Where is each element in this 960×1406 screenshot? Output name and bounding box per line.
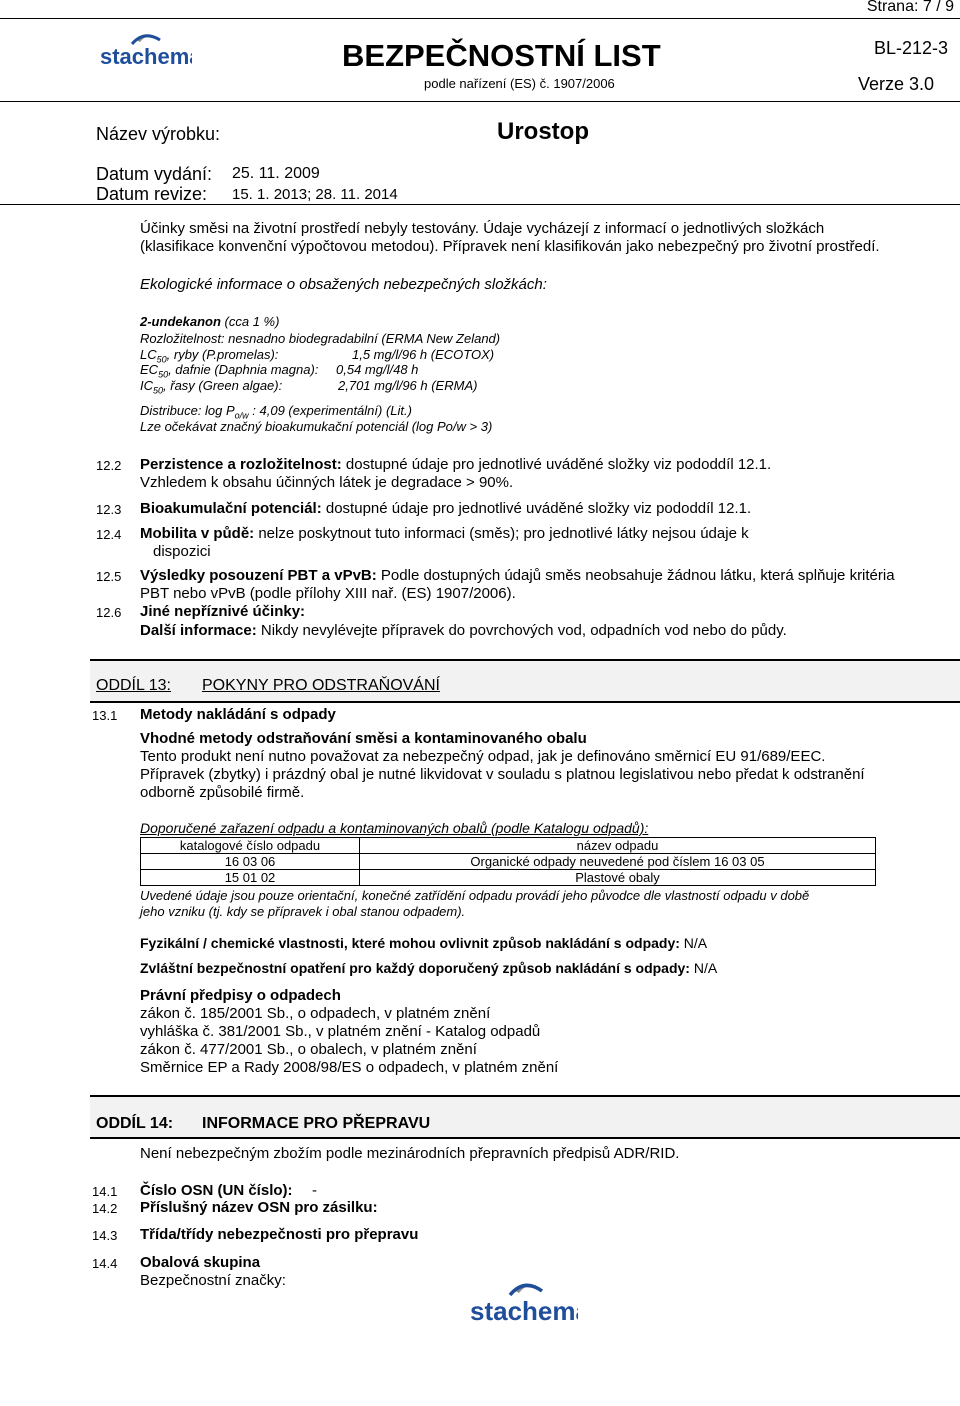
eco-ec50-value: 0,54 mg/l/48 h xyxy=(336,362,419,377)
ic-label: IC xyxy=(140,378,153,393)
s12-2-title: Perzistence a rozložitelnost: xyxy=(140,456,342,473)
distrib-value: : 4,09 (experimentální) (Lit.) xyxy=(248,403,412,418)
eco-ic50 xyxy=(140,378,282,396)
s14-3-number: 14.3 xyxy=(92,1228,118,1243)
product-label: Název výrobku: xyxy=(96,124,221,144)
s13-1-para-1: Tento produkt není nutno považovat za nebezpečný odpad, jak je definováno směrnicí EU 91/689/EEC. xyxy=(140,748,826,765)
s12-2-value: dostupné údaje pro jednotlivé uváděné složky viz pododdíl 12.1. xyxy=(341,456,772,473)
s12-5-number: 12.5 xyxy=(96,569,122,584)
ec-sub: 50 xyxy=(158,369,169,380)
s12-5-value: Podle dostupných údajů směs neobsahuje žádnou látku, která splňuje kritéria xyxy=(376,567,895,584)
substance-note: (cca 1 %) xyxy=(220,314,280,329)
eco-degradability: Rozložitelnost: nesnadno biodegradabilní (ERMA New Zeland) xyxy=(140,331,501,346)
phys-label: Fyzikální / chemické vlastnosti, které mohou ovlivnit způsob nakládání s odpady: xyxy=(140,935,680,951)
waste-note-1: Uvedené údaje jsou pouze orientační, konečné zatřídění odpadu provádí jeho původce dle vlastností odpadu v době xyxy=(140,888,810,903)
eco-bioaccumulation: Lze očekávat značný bioakumukační potenciál (log Po/w > 3) xyxy=(140,419,493,434)
lc-label: LC xyxy=(140,347,157,362)
s12-5-text-2: PBT nebo vPvB (podle přílohy XIII nař. (ES) 1907/2006). xyxy=(140,585,516,602)
legal-item: zákon č. 185/2001 Sb., o odpadech, v platném znění xyxy=(140,1005,491,1022)
eco-substance xyxy=(140,314,279,329)
s13-1-number: 13.1 xyxy=(92,708,118,723)
logo-wordmark: stachema xyxy=(100,44,192,69)
product-name: Urostop xyxy=(497,118,589,145)
lc-sub: 50 xyxy=(156,354,167,365)
s12-4-text xyxy=(140,525,749,542)
header-bottom-rule xyxy=(0,204,960,205)
issue-date-label: Datum vydání: xyxy=(96,164,213,184)
waste-recommendation-heading: Doporučené zařazení odpadu a kontaminovaných obalů (podle Katalogu odpadů): xyxy=(140,820,649,836)
header-top-rule xyxy=(0,18,960,19)
s14-4-title: Obalová skupina xyxy=(140,1254,261,1271)
s12-2-text-2: Vzhledem k obsahu účinných látek je degradace > 90%. xyxy=(140,474,514,491)
issue-date: 25. 11. 2009 xyxy=(232,165,320,182)
waste-header-name: název odpadu xyxy=(360,838,876,854)
s12-6-value: Nikdy nevylévejte přípravek do povrchových vod, odpadních vod nebo do půdy. xyxy=(256,622,787,639)
distrib-sub: o/w xyxy=(234,410,249,421)
s12-6-number: 12.6 xyxy=(96,605,122,620)
s12-4-title: Mobilita v půdě: xyxy=(140,525,255,542)
waste-code: 15 01 02 xyxy=(141,870,360,886)
eco-distribution xyxy=(140,403,412,421)
document-id: BL-212-3 xyxy=(874,38,949,58)
s12-5-text xyxy=(140,567,895,584)
revision-date-label: Datum revize: xyxy=(96,184,208,204)
waste-name: Organické odpady neuvedené pod číslem 16 03 05 xyxy=(360,854,876,870)
s14-1-number: 14.1 xyxy=(92,1184,118,1199)
s14-intro: Není nebezpečným zbožím podle mezinárodních přepravních předpisů ADR/RID. xyxy=(140,1145,680,1162)
waste-note-2: jeho vzniku (tj. kdy se přípravek i obal stanou odpadem). xyxy=(140,904,466,919)
s12-6-subtitle: Další informace: xyxy=(140,622,257,639)
s12-4-text-2: dispozici xyxy=(153,543,211,560)
waste-table-header xyxy=(141,838,876,854)
special-value: N/A xyxy=(689,960,718,976)
waste-code: 16 03 06 xyxy=(141,854,360,870)
s12-4-value: nelze poskytnout tuto informaci (směs); pro jednotlivé látky nejsou údaje k xyxy=(254,525,749,542)
s12-4-number: 12.4 xyxy=(96,527,122,542)
s14-1-title: Číslo OSN (UN číslo): xyxy=(140,1182,293,1199)
s12-2-text xyxy=(140,456,771,473)
s13-1-para-3: odborně způsobilé firmě. xyxy=(140,784,305,801)
footer-logo-wordmark: stachema xyxy=(470,1296,578,1326)
s12-5-title: Výsledky posouzení PBT a vPvB: xyxy=(140,567,377,584)
document-title: BEZPEČNOSTNÍ LIST xyxy=(342,38,661,73)
company-logo xyxy=(96,30,192,80)
s13-1-para-2: Přípravek (zbytky) i prázdný obal je nutné likvidovat v souladu s platnou legislativou nebo předat k odstranění xyxy=(140,766,865,783)
document-version: Verze 3.0 xyxy=(858,74,935,94)
ec-label: EC xyxy=(140,362,159,377)
legal-heading: Právní předpisy o odpadech xyxy=(140,987,341,1004)
s12-6-text xyxy=(140,622,787,639)
regulation-note: podle nařízení (ES) č. 1907/2006 xyxy=(424,76,615,91)
s12-3-text xyxy=(140,500,751,517)
waste-header-code: katalogové číslo odpadu xyxy=(141,838,360,854)
legal-item: vyhláška č. 381/2001 Sb., v platném znění - Katalog odpadů xyxy=(140,1023,541,1040)
section-13-label: ODDÍL 13: xyxy=(96,677,171,694)
intro-line-2: (klasifikace konvenční výpočtovou metodou). Přípravek není klasifikován jako nebezpečný pro životní prostředí. xyxy=(140,238,880,255)
s14-2-title: Příslušný název OSN pro zásilku: xyxy=(140,1199,378,1216)
legal-item: zákon č. 477/2001 Sb., o obalech, v platném znění xyxy=(140,1041,477,1058)
ec-organism: , dafnie (Daphnia magna): xyxy=(168,362,319,377)
s14-2-number: 14.2 xyxy=(92,1201,118,1216)
section-14-label: ODDÍL 14: xyxy=(96,1115,174,1132)
ic-organism: , řasy (Green algae): xyxy=(163,378,283,393)
s12-3-title: Bioakumulační potenciál: xyxy=(140,500,322,517)
s12-3-value: dostupné údaje pro jednotlivé uváděné složky viz pododdíl 12.1. xyxy=(321,500,752,517)
s13-1-subtitle: Vhodné metody odstraňování směsi a kontaminovaného obalu xyxy=(140,730,587,747)
s12-3-number: 12.3 xyxy=(96,502,122,517)
eco-heading: Ekologické informace o obsažených nebezpečných složkách: xyxy=(140,276,547,293)
ic-sub: 50 xyxy=(153,385,164,396)
table-row xyxy=(141,870,876,886)
section-14-title: INFORMACE PRO PŘEPRAVU xyxy=(202,1115,431,1132)
revision-dates: 15. 1. 2013; 28. 11. 2014 xyxy=(232,186,398,203)
s14-1-value: - xyxy=(312,1182,317,1199)
intro-line-1: Účinky směsi na životní prostředí nebyly testovány. Údaje vycházejí z informací o jednotlivých složkách xyxy=(140,220,825,237)
s12-6-title: Jiné nepříznivé účinky: xyxy=(140,603,306,620)
lc-organism: , ryby (P.promelas): xyxy=(166,347,279,362)
special-label: Zvláštní bezpečnostní opatření pro každý doporučený způsob nakládání s odpady: xyxy=(140,960,690,976)
table-row xyxy=(141,854,876,870)
s14-4-number: 14.4 xyxy=(92,1256,118,1271)
eco-lc50-value: 1,5 mg/l/96 h (ECOTOX) xyxy=(352,347,495,362)
s14-3-title: Třída/třídy nebezpečnosti pro přepravu xyxy=(140,1226,419,1243)
footer-logo xyxy=(466,1280,578,1340)
substance-name: 2-undekanon xyxy=(140,314,221,329)
waste-table xyxy=(140,837,876,886)
special-measures xyxy=(140,960,717,976)
page-number: Strana: 7 / 9 xyxy=(866,0,954,15)
phys-properties xyxy=(140,935,707,951)
phys-value: N/A xyxy=(679,935,708,951)
section-13-title: POKYNY PRO ODSTRAŇOVÁNÍ xyxy=(202,677,440,694)
s14-4-value: Bezpečnostní značky: xyxy=(140,1272,286,1289)
legal-item: Směrnice EP a Rady 2008/98/ES o odpadech, v platném znění xyxy=(140,1059,559,1076)
distrib-label: Distribuce: log P xyxy=(140,403,235,418)
s13-1-title: Metody nakládání s odpady xyxy=(140,706,336,723)
header-rule xyxy=(0,101,960,102)
eco-ec50 xyxy=(140,362,318,380)
eco-ic50-value: 2,701 mg/l/96 h (ERMA) xyxy=(338,378,478,393)
s12-2-number: 12.2 xyxy=(96,458,122,473)
waste-name: Plastové obaly xyxy=(360,870,876,886)
